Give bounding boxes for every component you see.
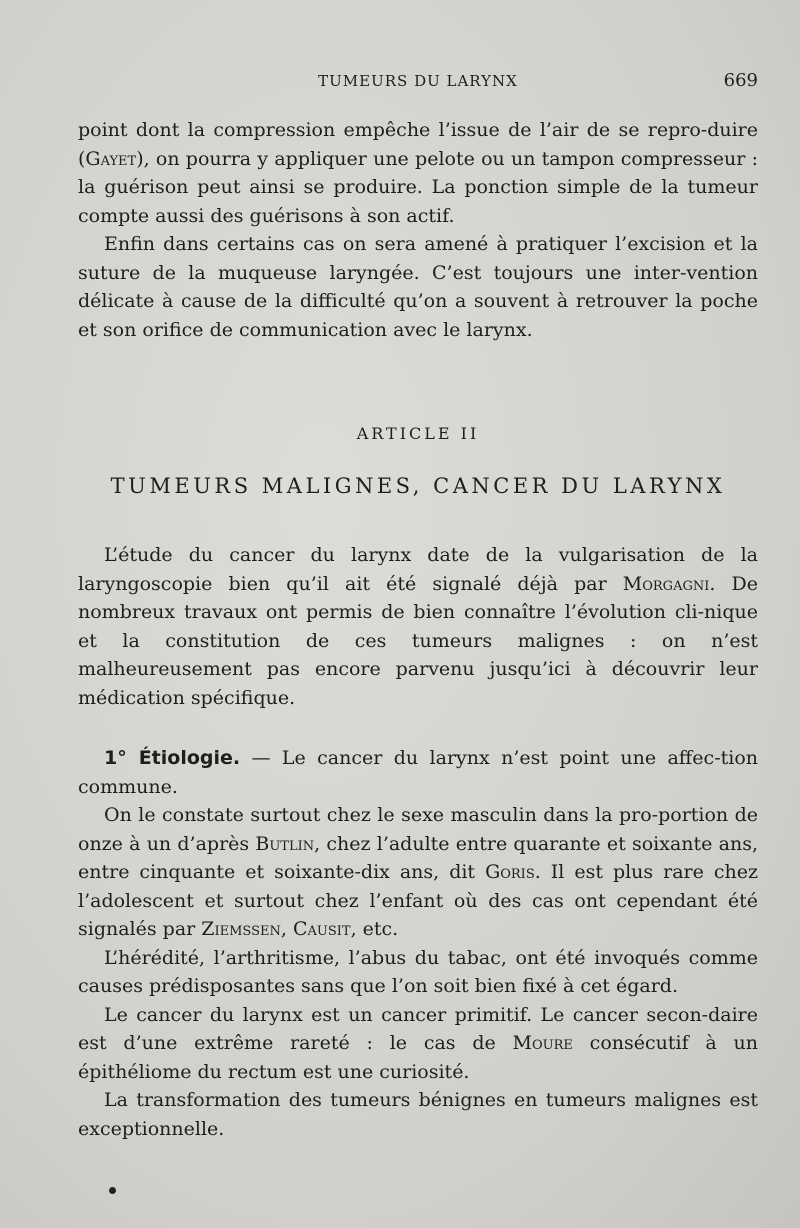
text-run: L’étude du cancer du larynx date de la vulgarisation de la laryngoscopie bien qu’il ait été signalé déjà par [78, 544, 758, 595]
text-run: . De nombreux travaux ont permis de bien connaître l’évolution cli-nique et la constitution de ces tumeurs malignes : on n’est malheureusement pas encore parvenu jusqu’ici à découvrir leur médication spécifique. [78, 572, 758, 709]
author-name: Morgagni [622, 572, 710, 595]
text-run: ), on pourra y appliquer une pelote ou un tampon compresseur : la guérison peut ainsi se produire. La ponction simple de la tumeur compte aussi des guérisons à son actif. [78, 147, 758, 227]
author-name: Moure [512, 1032, 573, 1054]
author-name: Ziemssen [201, 918, 281, 940]
text-run: , chez l’adulte entre quarante et soixante ans, entre cinquante et soixante-dix ans, dit [78, 832, 758, 883]
section-intro [78, 541, 758, 712]
author-name: Butlin [255, 832, 315, 855]
text-run: Le cancer du larynx est un cancer primitif. Le cancer secon-daire est d’une extrême rareté : le cas de [78, 1003, 758, 1054]
author-name: Causit [292, 918, 351, 940]
paragraph [78, 116, 758, 230]
paragraph [78, 541, 758, 712]
running-title: TUMEURS DU LARYNX [318, 72, 518, 90]
ink-dot [109, 1187, 116, 1194]
paragraph [78, 1001, 758, 1087]
chapter-title: TUMEURS MALIGNES, CANCER DU LARYNX [110, 474, 726, 498]
section-pouch-treatment [78, 116, 758, 344]
text-run: On le constate surtout chez le sexe masculin dans la pro-portion de onze à un d’après [78, 804, 758, 855]
paragraph: Enfin dans certains cas on sera amené à pratiquer l’excision et la suture de la muqueuse laryngée. C’est toujours une inter-vention délicate à cause de la difficulté qu’on a souvent à retrouver la poche et son orifice de communication avec le larynx. [78, 233, 758, 341]
text-run: , etc. [350, 918, 399, 940]
paragraph [78, 801, 758, 944]
page-number: 669 [723, 70, 758, 91]
section-heading: 1° Étiologie. [104, 747, 241, 769]
paragraph: La transformation des tumeurs bénignes en tumeurs malignes est exceptionnelle. [78, 1089, 758, 1140]
text-run: . Il est plus rare chez l’adolescent et surtout chez l’enfant où des cas ont cependant été signalés par [78, 861, 759, 940]
article-label: ARTICLE II [356, 424, 480, 443]
paragraph [78, 744, 758, 801]
paragraph-text: — Le cancer du larynx n’est point une affec-tion commune. [78, 747, 758, 798]
author-name: Goris [485, 861, 535, 883]
paragraph: L’hérédité, l’arthritisme, l’abus du tabac, ont été invoqués comme causes prédisposantes sans que l’on soit bien fixé à cet égard. [78, 946, 758, 997]
section-etiology [78, 744, 758, 1143]
author-name: Gayet [85, 147, 137, 170]
text-run: point dont la compression empêche l’issue de l’air de se repro-duire ( [78, 119, 758, 170]
text-run: consécutif à un épithéliome du rectum est une curiosité. [78, 1032, 758, 1083]
text-run: , [280, 918, 293, 940]
